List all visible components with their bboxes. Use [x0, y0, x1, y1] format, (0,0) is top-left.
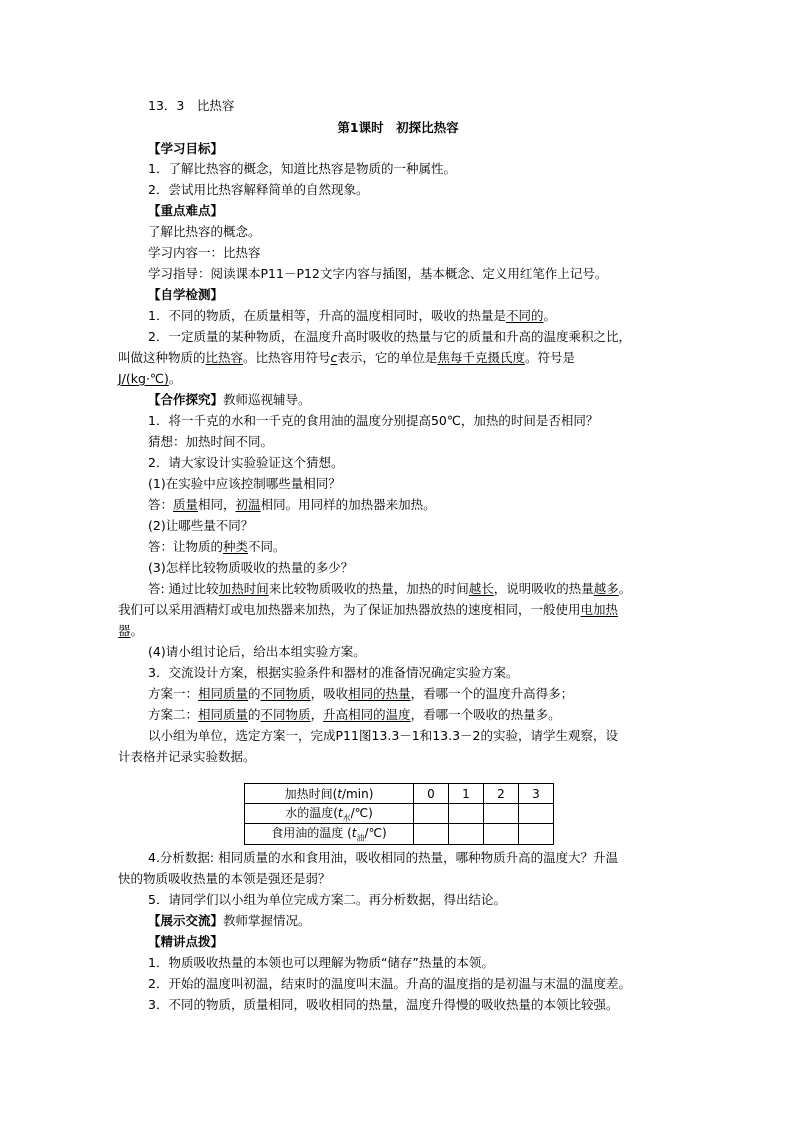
self-check-title: 【自学检测】 — [148, 287, 224, 302]
key-points-title: 【重点难点】 — [148, 203, 224, 218]
explore-heading — [118, 390, 708, 410]
answer-blank: 质量 — [173, 497, 199, 512]
table-cell — [519, 804, 554, 824]
plan-two: 方案二：相同质量的不同物质，升高相同的温度，看哪一个吸收的热量多。 — [148, 707, 561, 722]
section-heading: 13．3 比热容 — [148, 98, 235, 113]
tip-item: 3．不同的物质，质量相同，吸收相同的热量，温度升得慢的吸收热量的本领比较强。 — [148, 997, 619, 1012]
group-instruction-line2: 计表格并记录实验数据。 — [118, 749, 256, 764]
analysis-q4-line2: 快的物质吸收热量的本领是强还是弱？ — [118, 871, 331, 886]
goals-title: 【学习目标】 — [148, 141, 224, 156]
answer-blank: 比热容 — [205, 350, 244, 365]
analysis-q5: 5．请同学们以小组为单位完成方案二。再分析数据，得出结论。 — [148, 892, 506, 907]
table-cell — [449, 824, 484, 844]
explore-q3: 3．交流设计方案，根据实验条件和器材的准备情况确定实验方案。 — [148, 665, 519, 680]
table-cell — [449, 804, 484, 824]
tips-title: 【精讲点拨】 — [148, 934, 224, 949]
table-header-time: 1 — [449, 784, 484, 804]
self-check-q2-line1: 2．一定质量的某种物质，在温度升高时吸收的热量与它的质量和升高的温度乘积之比， — [148, 329, 631, 344]
answer-blank: 相同的热量 — [348, 686, 411, 701]
table-header-time: 0 — [414, 784, 449, 804]
table-cell — [414, 804, 449, 824]
table-row-label-oil: 食用油的温度 $(t_油/℃)$ — [245, 824, 414, 844]
answer-blank: 越长 — [468, 581, 494, 596]
lesson-title: 第1课时 初探比热容 — [337, 120, 459, 135]
goal-item: 2．尝试用比热容解释简单的自然现象。 — [148, 182, 369, 197]
key-points-text: 了解比热容的概念。 — [148, 224, 261, 239]
show-heading — [118, 911, 708, 931]
answer-blank: 不同的 — [505, 308, 544, 323]
content-title: 学习内容一：比热容 — [148, 245, 261, 260]
explore-a3-line1: 答: 通过比较加热时间来比较物质吸收的热量，加热的时间越长，说明吸收的热量越多。 — [148, 581, 632, 596]
table-row — [245, 824, 554, 844]
table-header-time: 2 — [484, 784, 519, 804]
answer-blank: c — [330, 350, 338, 365]
explore-guess: 猜想：加热时间不同。 — [148, 434, 274, 449]
show-title: 【展示交流】 — [148, 913, 224, 928]
show-text: 教师掌握情况。 — [223, 913, 311, 928]
explore-note: 教师巡视辅导。 — [223, 392, 311, 407]
answer-blank: 电加热 — [580, 602, 619, 617]
explore-s2: (2)让哪些量不同？ — [148, 518, 254, 533]
goal-item: 1．了解比热容的概念，知道比热容是物质的一种属性。 — [148, 161, 456, 176]
explore-s3: (3)怎样比较物质吸收的热量的多少？ — [148, 560, 354, 575]
self-check-q2-line3: J/(kg·℃)。 — [118, 371, 182, 386]
answer-blank: 相同质量 — [198, 707, 249, 722]
table-cell — [484, 824, 519, 844]
self-check-q2-line2: 叫做这种物质的比热容。比热容用符号c表示，它的单位是焦每千克摄氏度。符号是 — [118, 350, 575, 365]
answer-blank: 焦每千克摄氏度 — [437, 350, 525, 365]
table-header-time: 3 — [519, 784, 554, 804]
table-cell — [519, 824, 554, 844]
answer-blank: 升高相同的温度 — [323, 707, 411, 722]
explore-s1: (1)在实验中应该控制哪些量相同？ — [148, 476, 341, 491]
data-table — [244, 783, 554, 845]
answer-blank: 不同物质 — [260, 686, 311, 701]
explore-a2: 答：让物质的种类不同。 — [148, 539, 286, 554]
answer-blank: 不同物质 — [260, 707, 311, 722]
answer-blank: 加热时间 — [218, 581, 269, 596]
explore-s4: (4)请小组讨论后，给出本组实验方案。 — [148, 644, 366, 659]
analysis-q4-line1: 4.分析数据: 相同质量的水和食用油，吸收相同的热量，哪种物质升高的温度大？升温 — [148, 850, 619, 865]
table-row — [245, 804, 554, 824]
plan-one: 方案一：相同质量的不同物质，吸收相同的热量，看哪一个的温度升高得多； — [148, 686, 574, 701]
explore-title: 【合作探究】 — [148, 392, 224, 407]
answer-blank: 越多 — [593, 581, 619, 596]
explore-a3-line2: 我们可以采用酒精灯或电加热器来加热，为了保证加热器放热的速度相同，一般使用电加热 — [118, 602, 619, 617]
table-row — [245, 784, 554, 804]
study-guide: 学习指导：阅读课本P11－P12文字内容与插图，基本概念、定义用红笔作上记号。 — [148, 266, 608, 281]
group-instruction-line1: 以小组为单位，选定方案一，完成P11图13.3－1和13.3－2的实验，请学生观察，设 — [148, 728, 619, 743]
self-check-q1: 1．不同的物质，在质量相等，升高的温度相同时，吸收的热量是不同的。 — [148, 308, 556, 323]
answer-blank: 初温 — [235, 497, 261, 512]
explore-a1: 答：质量相同，初温相同。用同样的加热器来加热。 — [148, 497, 436, 512]
explore-q2: 2．请大家设计实验验证这个猜想。 — [148, 455, 344, 470]
answer-blank: 种类 — [223, 539, 249, 554]
table-row-label-water: 水的温度$(t_水/℃)$ — [245, 804, 414, 824]
answer-blank: J/(kg·℃) — [118, 371, 169, 386]
explore-q1: 1．将一千克的水和一千克的食用油的温度分别提高50℃，加热的时间是否相同？ — [148, 413, 599, 428]
explore-a3-line3: 器。 — [118, 623, 144, 638]
answer-blank: 相同质量 — [198, 686, 249, 701]
tip-item: 2．开始的温度叫初温，结束时的温度叫末温。升高的温度指的是初温与末温的温度差。 — [148, 976, 631, 991]
table-cell — [414, 824, 449, 844]
tip-item: 1．物质吸收热量的本领也可以理解为物质“储存”热量的本领。 — [148, 955, 494, 970]
table-header-label: 加热时间(t/min) — [245, 784, 414, 804]
table-cell — [484, 804, 519, 824]
answer-blank: 器 — [118, 623, 131, 638]
